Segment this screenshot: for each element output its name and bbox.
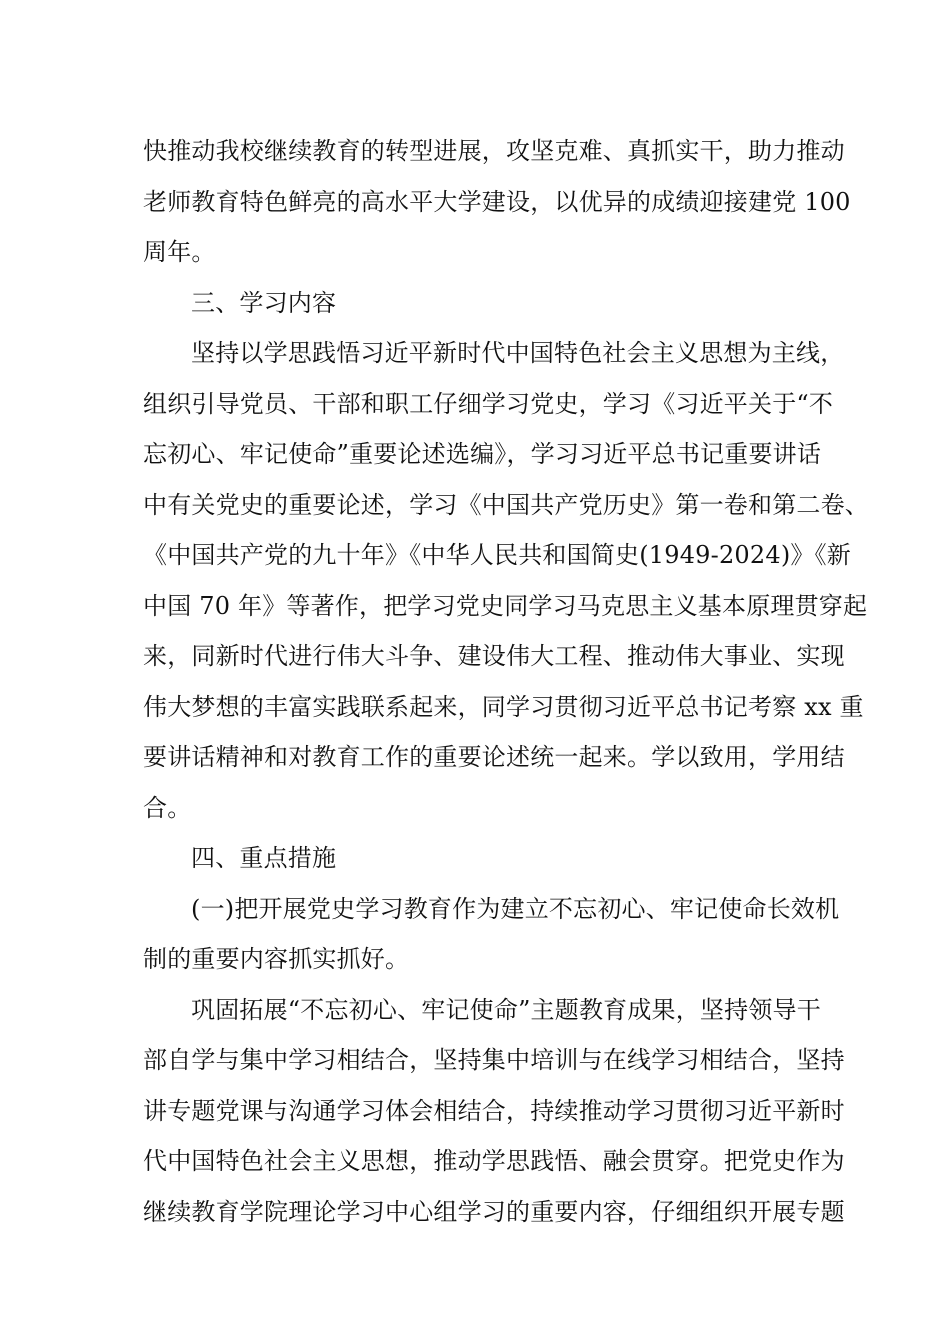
body-text-line: 继续教育学院理论学习中心组学习的重要内容，仔细组织开展专题 — [143, 1197, 845, 1226]
body-text-line: 《中国共产党的九十年》《中华人民共和国简史(1949-2024)》《新 — [143, 541, 851, 569]
body-text-line: 周年。 — [143, 238, 216, 266]
section-heading-learning-content: 三、学习内容 — [191, 288, 337, 317]
body-text-line: 伟大梦想的丰富实践联系起来，同学习贯彻习近平总书记考察 xx 重 — [143, 692, 864, 721]
body-text-line: 老师教育特色鲜亮的高水平大学建设，以优异的成绩迎接建党 100 — [143, 187, 851, 216]
body-text-line: 坚持以学思践悟习近平新时代中国特色社会主义思想为主线， — [191, 339, 845, 367]
body-text-line: 要讲话精神和对教育工作的重要论述统一起来。学以致用，学用结 — [143, 743, 845, 771]
document-body — [143, 126, 869, 1237]
body-text-line: 中有关党史的重要论述，学习《中国共产党历史》第一卷和第二卷、 — [143, 490, 869, 519]
subsection-heading-continued: 制的重要内容抓实抓好。 — [143, 945, 410, 973]
subsection-heading: (一)把开展党史学习教育作为建立不忘初心、牢记使命长效机 — [191, 894, 840, 923]
section-heading-key-measures: 四、重点措施 — [191, 844, 337, 872]
body-text-line: 来，同新时代进行伟大斗争、建设伟大工程、推动伟大事业、实现 — [143, 642, 845, 670]
body-text-line: 巩固拓展“不忘初心、牢记使命”主题教育成果，坚持领导干 — [191, 995, 821, 1024]
body-text-line: 忘初心、牢记使命”重要论述选编》，学习习近平总书记重要讲话 — [143, 440, 822, 468]
body-text-line: 快推动我校继续教育的转型进展，攻坚克难、真抓实干，助力推动 — [143, 137, 845, 165]
body-text-line: 合。 — [143, 793, 192, 822]
body-text-line: 部自学与集中学习相结合，坚持集中培训与在线学习相结合，坚持 — [143, 1046, 845, 1074]
body-text-line: 讲专题党课与沟通学习体会相结合，持续推动学习贯彻习近平新时 — [143, 1096, 845, 1125]
body-text-line: 组织引导党员、干部和职工仔细学习党史，学习《习近平关于“不 — [143, 389, 834, 418]
body-text-line: 代中国特色社会主义思想，推动学思践悟、融会贯穿。把党史作为 — [143, 1147, 845, 1175]
body-text-line: 中国 70 年》等著作，把学习党史同学习马克思主义基本原理贯穿起 — [143, 591, 868, 620]
